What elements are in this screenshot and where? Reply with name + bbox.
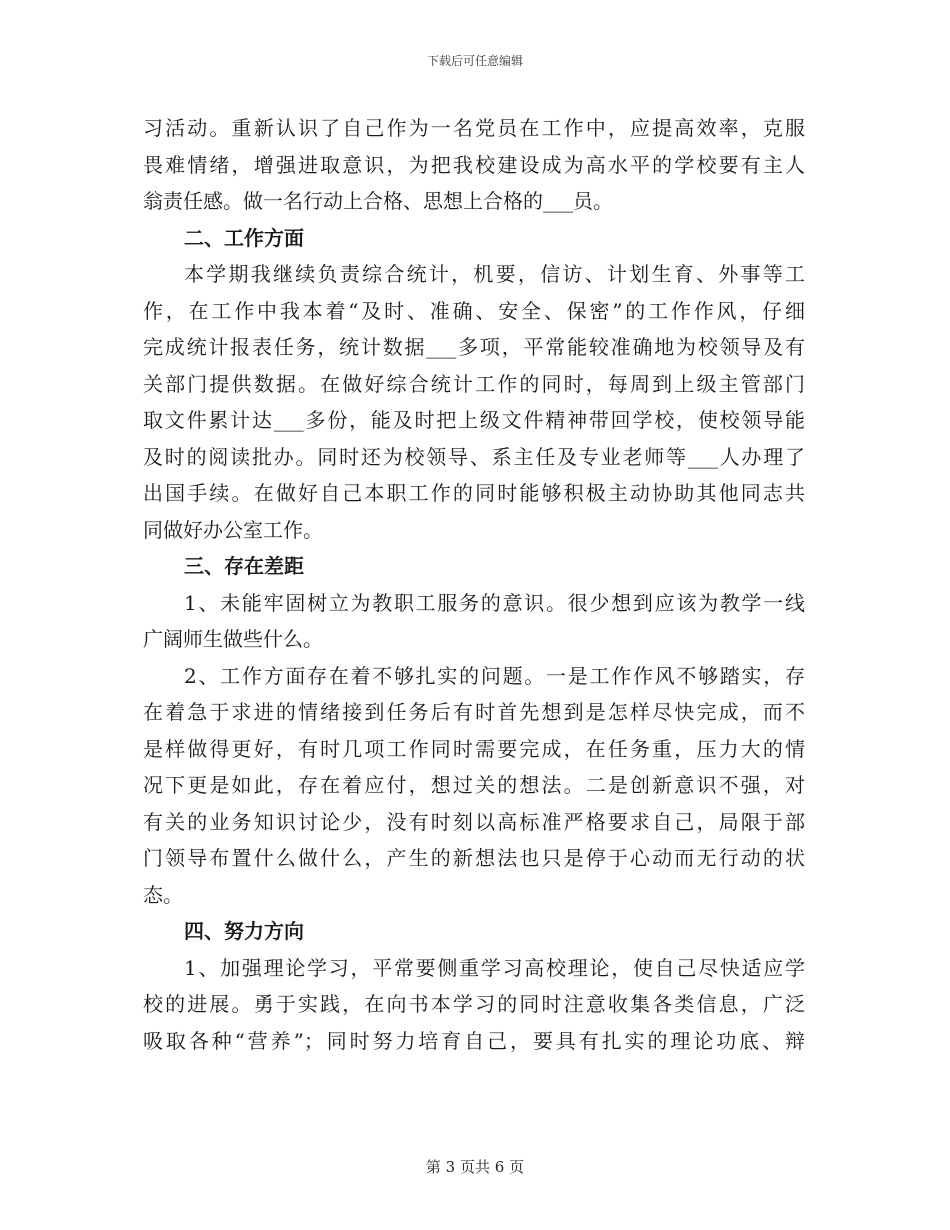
text-line: 及时的阅读批办。同时还为校领导、系主任及专业老师等___人办理了 (143, 444, 805, 469)
text-line: 畏难情绪，增强进取意识，为把我校建设成为高水平的学校要有主人 (143, 152, 805, 177)
text-line: 取文件累计达___多份，能及时把上级文件精神带回学校，使校领导能 (143, 408, 805, 432)
text-line: 本学期我继续负责综合统计，机要，信访、计划生育、外事等工 (184, 262, 805, 286)
text-line: 有关的业务知识讨论少，没有时刻以高标准严格要求自己，局限于部 (143, 809, 805, 834)
text-line: 出国手续。在做好自己本职工作的同时能够积极主动协助其他同志共 (143, 481, 805, 505)
text-line: 1、未能牢固树立为教职工服务的意识。很少想到应该为教学一线 (184, 590, 805, 615)
text-line: 1、加强理论学习，平常要侧重学习高校理论，使自己尽快适应学 (184, 955, 805, 980)
page-header: 下载后可任意编辑 (426, 54, 523, 68)
text-line: 在着急于求进的情绪接到任务后有时首先想到是怎样尽快完成，而不 (143, 700, 805, 724)
text-line: 完成统计报表任务，统计数据___多项，平常能较准确地为校领导及有 (143, 335, 805, 359)
text-line: 校的进展。勇于实践，在向书本学习的同时注意收集各类信息，广泛 (143, 992, 805, 1016)
text-line: 2、工作方面存在着不够扎实的问题。一是工作作风不够踏实，存 (184, 663, 805, 688)
text-line: 关部门提供数据。在做好综合统计工作的同时，每周到上级主管部门 (143, 371, 805, 396)
text-line: 吸取各种“营养”；同时努力培育自己，要具有扎实的理论功底、辩 (143, 1028, 805, 1053)
text-line: 门领导布置什么做什么，产生的新想法也只是停于心动而无行动的状 (143, 846, 805, 870)
text-line: 翁责任感。做一名行动上合格、思想上合格的___员。 (143, 189, 613, 213)
text-line: 态。 (143, 882, 183, 907)
document-body (143, 110, 805, 1059)
section-heading: 二、工作方面 (184, 225, 304, 250)
page-footer: 第 3 页共 6 页 (425, 1158, 525, 1176)
text-line: 习活动。重新认识了自己作为一名党员在工作中，应提高效率，克服 (143, 116, 805, 140)
text-line: 是样做得更好，有时几项工作同时需要完成，在任务重，压力大的情 (143, 736, 805, 761)
text-line: 作，在工作中我本着“及时、准确、安全、保密”的工作作风，仔细 (143, 298, 805, 323)
text-line: 况下更是如此，存在着应付，想过关的想法。二是创新意识不强，对 (143, 773, 805, 797)
text-line: 同做好办公室工作。 (143, 517, 323, 542)
section-heading: 三、存在差距 (184, 554, 304, 578)
text-line: 广阔师生做些什么。 (143, 627, 323, 651)
section-heading: 四、努力方向 (184, 919, 304, 943)
